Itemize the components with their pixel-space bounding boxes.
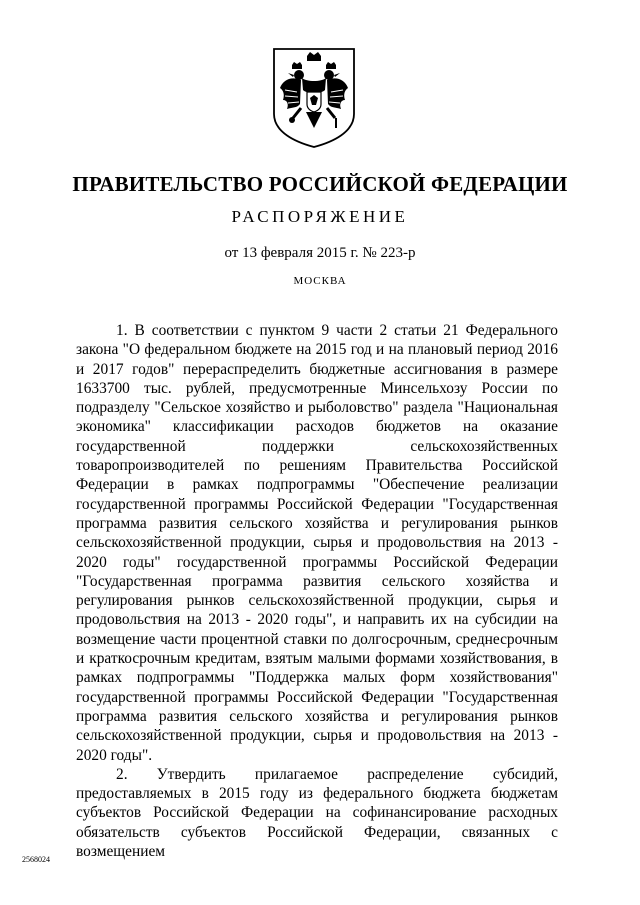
paragraph-1: 1. В соответствии с пунктом 9 части 2 статьи 21 Федерального закона "О федеральном бюджете на 2015 год и на плановый период 2016 и 2017 годов" перераспределить бюджетные ассигнования в размере 1633700 тыс. рублей, предусмотренные Минсельхозу России по подразделу "Сельское хозяйство и рыболовство" раздела "Национальная экономика" классификации расходов бюджетов на оказание государственной поддержки сельскохозяйственных товаропроизводителей по решениям Правительства Российской Федерации в рамках подпрограммы "Обеспечение реализации государственной программы Российской Федерации "Государственная программа развития сельского хозяйства и регулирования рынков сельскохозяйственной продукции, сырья и продовольствия на 2013 - 2020 годы" государственной программы Российской Федерации "Государственная программа развития сельского хозяйства и регулирования рынков сельскохозяйственной продукции, сырья и продовольствия на 2013 - 2020 годы", и направить их на субсидии на возмещение части процентной ставки по долгосрочным, среднесрочным и краткосрочным кредитам, взятым малыми формами хозяйствования, в рамках подпрограммы "Поддержка малых форм хозяйствования" государственной программы Российской Федерации "Государственная программа развития сельского хозяйства и регулирования рынков сельскохозяйственной продукции, сырья и продовольствия на 2013 - 2020 годы". [76, 322, 558, 764]
document-city: МОСКВА [293, 275, 347, 287]
document-code: 2568024 [22, 855, 50, 864]
document-date-number: от 13 февраля 2015 г. № 223-р [224, 245, 416, 261]
document-body [76, 321, 558, 861]
document-type: РАСПОРЯЖЕНИЕ [231, 207, 409, 226]
government-title: ПРАВИТЕЛЬСТВО РОССИЙСКОЙ ФЕДЕРАЦИИ [72, 172, 568, 196]
paragraph-2: 2. Утвердить прилагаемое распределение субсидий, предоставляемых в 2015 году из федерального бюджета бюджетам субъектов Российской Федерации на софинансирование расходных обязательств субъектов Российской Федерации, связанных с возмещением [76, 765, 558, 861]
coat-of-arms-icon [271, 46, 357, 150]
